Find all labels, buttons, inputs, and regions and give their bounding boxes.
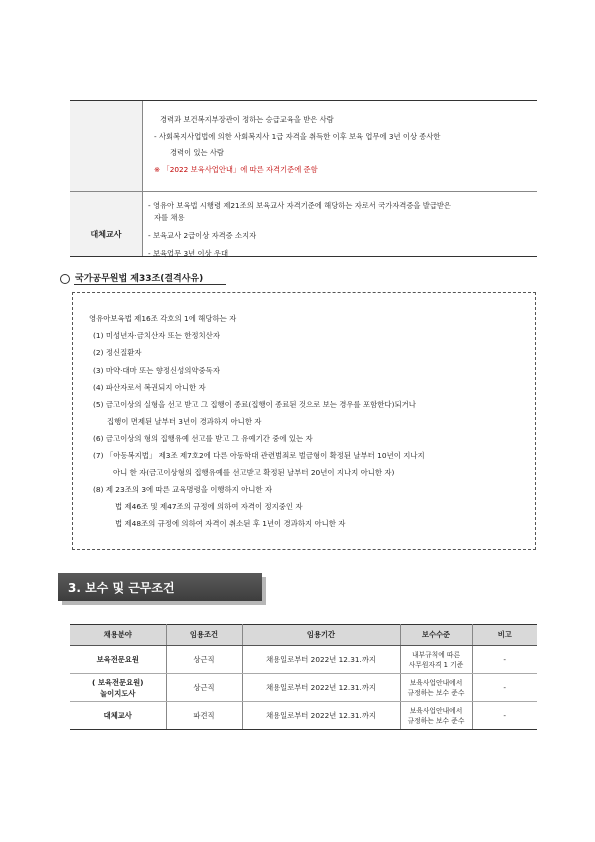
table-row bbox=[70, 702, 537, 730]
pay-conditions-table bbox=[70, 624, 537, 730]
column-header: 임용조건 bbox=[166, 625, 242, 646]
qualification-line: 경력과 보건복지부장관이 정하는 승급교육을 받은 사람 bbox=[160, 115, 334, 124]
law-item: (8) 제 23조의 3에 따른 교육명령을 이행하지 아니한 자 bbox=[93, 485, 273, 494]
circle-bullet-icon bbox=[60, 274, 70, 284]
table-row bbox=[70, 674, 537, 702]
heading-underline bbox=[74, 284, 226, 285]
pay-line: 보육사업안내에서 bbox=[409, 706, 463, 715]
condition-cell: 상근직 bbox=[166, 646, 242, 674]
pay-cell bbox=[400, 674, 472, 702]
law-item-sub: 법 제48조의 규정에 의하여 자격이 취소된 후 1년이 경과하지 아니한 자 bbox=[115, 519, 346, 528]
note-cell: - bbox=[472, 702, 537, 730]
pay-line: 내부규칙에 따른 bbox=[411, 650, 461, 659]
field-cell bbox=[70, 674, 166, 702]
note-cell: - bbox=[472, 674, 537, 702]
substitute-requirement: - 보육업무 3년 이상 우대 bbox=[148, 249, 228, 258]
substitute-requirement: 자를 채용 bbox=[154, 213, 185, 222]
pay-cell bbox=[400, 646, 472, 674]
law-item: (6) 금고이상의 형의 집행유예 선고를 받고 그 유예기간 중에 있는 자 bbox=[93, 434, 313, 443]
note-cell: - bbox=[472, 646, 537, 674]
field-cell: 보육전문요원 bbox=[70, 646, 166, 674]
disqualification-box bbox=[72, 292, 536, 550]
law-section-heading: 국가공무원법 제33조(결격사유) bbox=[75, 274, 204, 284]
law-intro: 영유아보육법 제16조 각호의 1에 해당하는 자 bbox=[89, 314, 237, 323]
period-cell: 채용일로부터 2022년 12.31.까지 bbox=[242, 702, 400, 730]
law-item: (4) 파산자로서 복권되지 아니한 자 bbox=[93, 383, 206, 392]
column-header: 채용분야 bbox=[70, 625, 166, 646]
qualification-table bbox=[70, 100, 537, 257]
section-title: 3. 보수 및 근무조건 bbox=[68, 581, 175, 595]
qualification-line: 경력이 있는 사람 bbox=[170, 148, 224, 157]
qualification-note: ※ 「2022 보육사업안내」에 따른 자격기준에 준함 bbox=[154, 165, 318, 174]
pay-line: 규정하는 보수 준수 bbox=[407, 688, 465, 697]
law-item-continued: 집행이 면제된 날부터 3년이 경과하지 아니한 자 bbox=[107, 417, 262, 426]
law-item: (3) 마약·대마 또는 향정신성의약중독자 bbox=[93, 366, 220, 375]
period-cell: 채용일로부터 2022년 12.31.까지 bbox=[242, 646, 400, 674]
law-item: (7) 「아동복지법」 제3조 제7호2에 다른 아동학대 관련범죄로 벌금형이 확정된 날부터 10년이 지나지 bbox=[93, 451, 425, 460]
column-header: 임용기간 bbox=[242, 625, 400, 646]
substitute-requirement: - 보육교사 2급이상 자격증 소지자 bbox=[148, 231, 257, 240]
law-item: (1) 미성년자·금치산자 또는 한정치산자 bbox=[93, 331, 220, 340]
field-line: ( 보육전문요원) bbox=[91, 677, 144, 687]
condition-cell: 파견직 bbox=[166, 702, 242, 730]
law-item-sub: 법 제46조 및 제47조의 규정에 의하여 자격이 정지중인 자 bbox=[115, 502, 303, 511]
table-header-row bbox=[70, 625, 537, 646]
field-line: 놀이지도사 bbox=[100, 688, 136, 698]
column-header: 비고 bbox=[472, 625, 537, 646]
law-item: (5) 금고이상의 실형을 선고 받고 그 집행이 종료(집행이 종료된 것으로 보는 경우를 포함한다)되거나 bbox=[93, 400, 416, 409]
law-item-continued: 아니 한 자(금고이상형의 집행유예를 선고받고 확정된 날부터 20년이 지나지 아니한 자) bbox=[113, 468, 395, 477]
condition-cell: 상근직 bbox=[166, 674, 242, 702]
table-row bbox=[70, 646, 537, 674]
section-banner bbox=[58, 573, 262, 601]
substitute-requirement: - 영유아 보육법 시행령 제21조의 보육교사 자격기준에 해당하는 자로서 국가자격증을 발급받은 bbox=[148, 201, 451, 210]
row-divider bbox=[70, 191, 537, 192]
pay-line: 보육사업안내에서 bbox=[409, 678, 463, 687]
pay-line: 사무원자격 1 기준 bbox=[408, 660, 464, 669]
period-cell: 채용일로부터 2022년 12.31.까지 bbox=[242, 674, 400, 702]
pay-cell bbox=[400, 702, 472, 730]
pay-line: 규정하는 보수 준수 bbox=[407, 716, 465, 725]
field-cell: 대체교사 bbox=[70, 702, 166, 730]
qualification-line: - 사회복지사업법에 의한 사회복지사 1급 자격을 취득한 이후 보육 업무에 3년 이상 종사한 bbox=[154, 132, 441, 141]
column-header: 보수수준 bbox=[400, 625, 472, 646]
substitute-teacher-label: 대체교사 bbox=[90, 230, 122, 239]
law-item: (2) 정신질환자 bbox=[93, 348, 142, 357]
